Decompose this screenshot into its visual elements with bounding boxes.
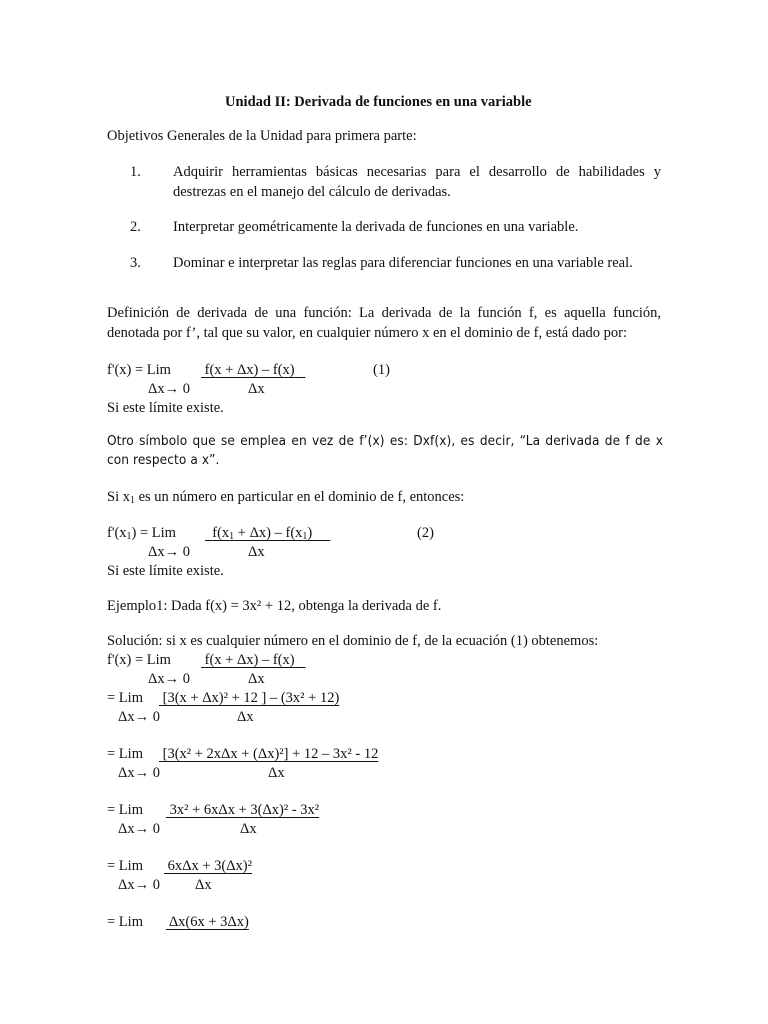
step-lhs: = Lim <box>107 858 143 874</box>
formula-1-denominator: Δx <box>248 381 265 397</box>
other-symbol-paragraph: Otro símbolo que se emplea en vez de f’(x) es: Dxf(x), es decir, “La derivada de f de x con respecto a x”. <box>107 433 663 468</box>
step-limit: Δx→ 0 <box>118 709 160 725</box>
objective-3-text: Dominar e interpretar las reglas para diferenciar funciones en una variable real. <box>173 255 633 271</box>
step-limit: Δx→ 0 <box>118 765 160 781</box>
step-limit: Δx→ 0 <box>118 877 160 893</box>
limit-exists-note-1: Si este límite existe. <box>107 400 224 416</box>
step-lhs: = Lim <box>107 746 143 762</box>
formula-1-limit: Δx→ 0 <box>148 381 190 397</box>
formula-1-tag: (1) <box>373 362 390 378</box>
step-denominator: Δx <box>240 821 257 837</box>
objectives-heading: Objetivos Generales de la Unidad para primera parte: <box>107 128 417 144</box>
example-statement: Ejemplo1: Dada f(x) = 3x² + 12, obtenga la derivada de f. <box>107 598 442 614</box>
page-title: Unidad II: Derivada de funciones en una variable <box>225 94 532 110</box>
particular-number-sentence: Si $x_1$ es un número en particular en el dominio de f, entonces: <box>107 489 465 506</box>
step-lhs: = Lim <box>107 802 143 818</box>
step-numerator: f(x + Δx) – f(x) <box>204 652 295 668</box>
step-denominator: Δx <box>195 877 212 893</box>
step-numerator: 3x² + 6xΔx + 3(Δx)² - 3x² <box>169 802 320 818</box>
formula-2-numerator: $f(x_1 + \Delta x) - f(x_1)$ <box>212 525 313 542</box>
objective-2-text: Interpretar geométricamente la derivada de funciones en una variable. <box>173 219 579 235</box>
definition-paragraph: Definición de derivada de una función: La derivada de la función f, es aquella función, denotada por f’, tal que su valor, en cualquier número x en el dominio de f, está dado por: <box>107 305 661 341</box>
formula-1-numerator: f(x + Δx) – f(x) <box>204 362 295 378</box>
formula-2-lhs: $f'(x_1)$ = Lim <box>107 525 176 542</box>
objective-2-number: 2. <box>130 219 141 235</box>
step-lhs: = Lim <box>107 690 143 706</box>
step-numerator: Δx(6x + 3Δx) <box>168 914 249 930</box>
step-denominator: Δx <box>237 709 254 725</box>
step-lhs: = Lim <box>107 914 143 930</box>
objective-1-number: 1. <box>130 164 141 180</box>
step-numerator: [3(x + Δx)² + 12 ] – (3x² + 12) <box>162 690 340 706</box>
solution-statement: Solución: si x es cualquier número en el dominio de f, de la ecuación (1) obtenemos: <box>107 633 599 649</box>
step-limit: Δx→ 0 <box>148 671 190 687</box>
objective-3-number: 3. <box>130 255 141 271</box>
step-lhs: f'(x) = Lim <box>107 652 171 668</box>
formula-2-denominator: Δx <box>248 544 265 560</box>
objective-1-text: Adquirir herramientas básicas necesarias para el desarrollo de habilidades y destrezas en el manejo del cálculo de derivadas. <box>173 164 661 200</box>
step-denominator: Δx <box>268 765 285 781</box>
step-numerator: 6xΔx + 3(Δx)² <box>167 858 252 874</box>
limit-exists-note-2: Si este límite existe. <box>107 563 224 579</box>
formula-1-lhs: f'(x) = Lim <box>107 362 171 378</box>
formula-2-limit: Δx→ 0 <box>148 544 190 560</box>
step-denominator: Δx <box>248 671 265 687</box>
formula-2-tag: (2) <box>417 525 434 541</box>
step-limit: Δx→ 0 <box>118 821 160 837</box>
step-numerator: [3(x² + 2xΔx + (Δx)²] + 12 – 3x² - 12 <box>162 746 379 762</box>
